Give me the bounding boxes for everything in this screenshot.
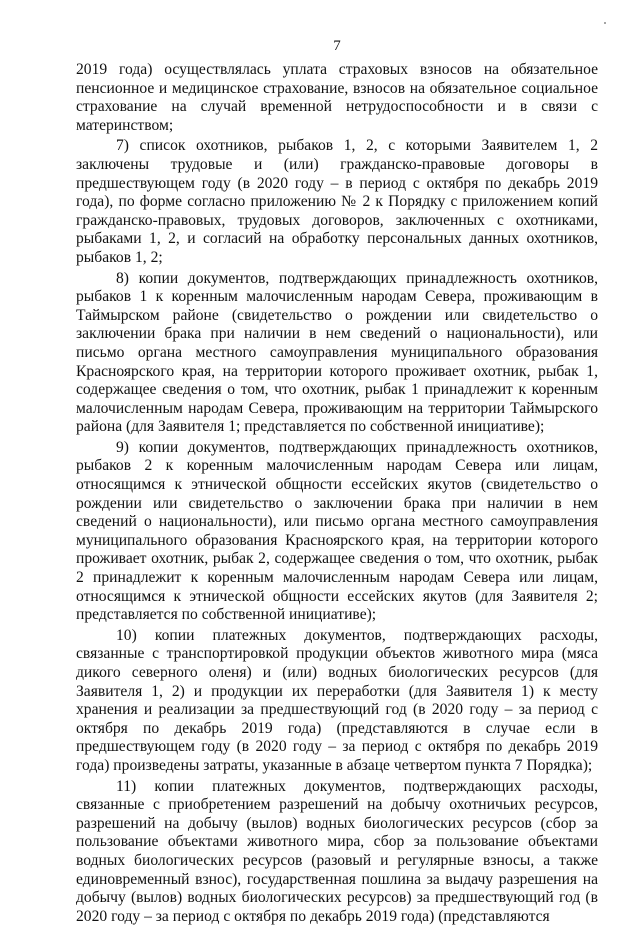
paragraph-item-10: 10) копии платежных документов, подтверждающих расходы, связанные с транспортировкой продукции объектов животного мира (мяса дикого северного оленя) и (или) водных биологических ресурсов (для Заявителя 1, 2) и продукции их переработки (для Заявителя 1) к месту хранения и реализации за предшествующий год (в 2020 году – за период с октября по декабрь 2019 года) (представляются в случае если в предшествующем году (в 2020 году – за период с октября по декабрь 2019 года) произведены затраты, указанные в абзаце четвертом пункта 7 Порядка);: [76, 626, 598, 774]
paragraph-item-9: 9) копии документов, подтверждающих принадлежность охотников, рыбаков 2 к коренным малочисленным народам Севера или лицам, относящимся к этнической общности ессейских якутов (свидетельство о рождении или свидетельство о заключении брака при наличии в нем сведений о национальности), или письмо органа местного самоуправления муниципального образования Красноярского края, на территории которого проживает охотник, рыбак 2, содержащее сведения о том, что охотник, рыбак 2 принадлежит к коренным малочисленным народам Севера или лицам, относящимся к этнической общности ессейских якутов (для Заявителя 2; представляется по собственной инициативе);: [76, 438, 598, 624]
paragraph-item-7: 7) список охотников, рыбаков 1, 2, с которыми Заявителем 1, 2 заключены трудовые и (или) гражданско-правовые договоры в предшествующем году (в 2020 году – в период с октября по декабрь 2019 года), по форме согласно приложению № 2 к Порядку с приложением копий гражданско-правовых, трудовых договоров, заключенных с охотниками, рыбаками 1, 2, и согласий на обработку персональных данных охотников, рыбаков 1, 2;: [76, 137, 598, 266]
paragraph-item-8: 8) копии документов, подтверждающих принадлежность охотников, рыбаков 1 к коренным малочисленным народам Севера, проживающим в Таймырском районе (свидетельство о рождении или свидетельство о заключении брака при наличии в нем сведений о национальности), или письмо органа местного самоуправления муниципального образования Красноярского края, на территории которого проживает охотник, рыбак 1, содержащее сведения о том, что охотник, рыбак 1 принадлежит к коренным малочисленным народам Севера, проживающим на территории Таймырского района (для Заявителя 1; представляется по собственной инициативе);: [76, 269, 598, 436]
page-number: 7: [333, 38, 341, 54]
paragraph-item-11: 11) копии платежных документов, подтверждающих расходы, связанные с приобретением разрешений на добычу охотничьих ресурсов, разрешений на добычу (вылов) водных биологических ресурсов (сбор за пользование объектами животного мира, сбор за пользование объектами водных биологических ресурсов (разовый и регулярные взносы, а также единовременный взнос), государственная пошлина за выдачу разрешения на добычу (вылов) водных биологических ресурсов) за предшествующий год (в 2020 году – за период с октября по декабрь 2019 года) (представляются: [76, 777, 598, 925]
scan-speck: [604, 22, 606, 24]
document-body: [76, 61, 598, 928]
paragraph-continuation: 2019 года) осуществлялась уплата страховых взносов на обязательное пенсионное и медицинское страхование, взносов на обязательное социальное страхование на случай временной нетрудоспособности и в связи с материнством;: [76, 61, 598, 134]
